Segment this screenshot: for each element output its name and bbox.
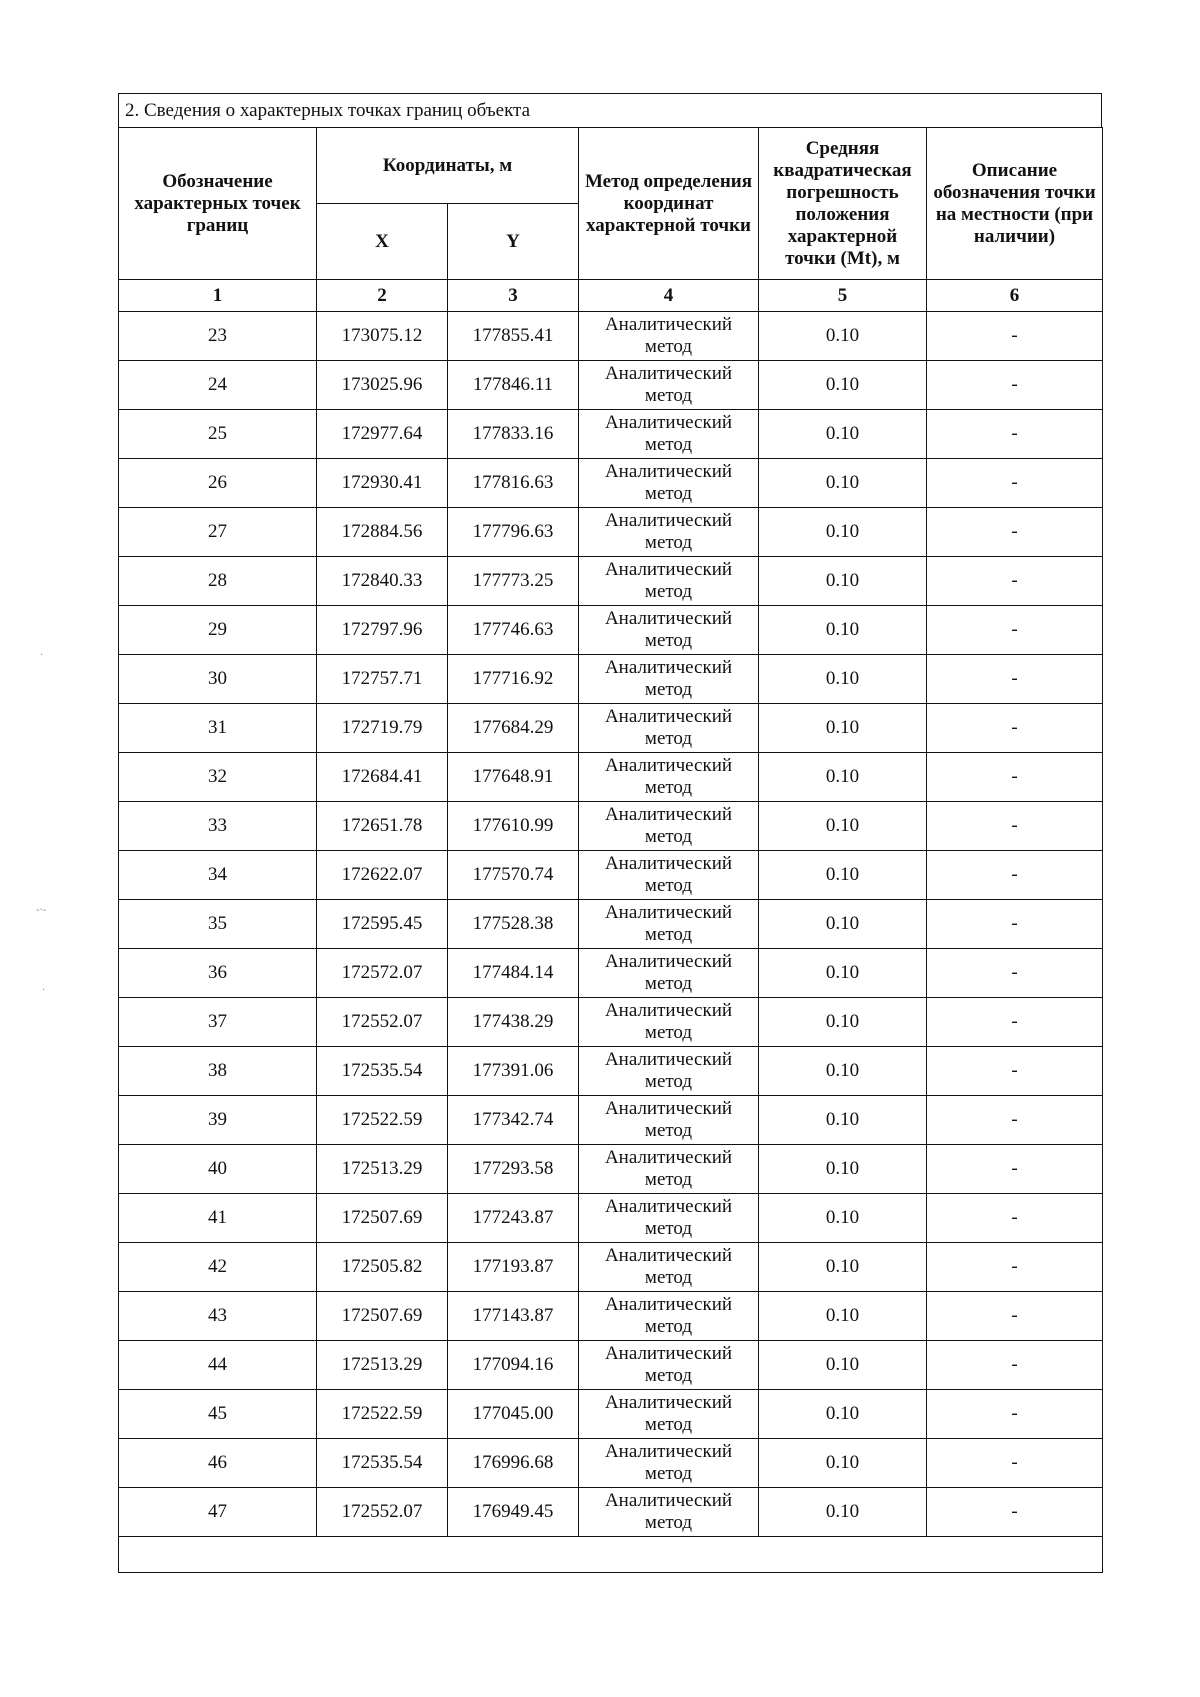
cell-x: 172552.07 <box>317 998 448 1047</box>
cell-point-id: 37 <box>119 998 317 1047</box>
scan-mark: · <box>42 985 46 996</box>
cell-y: 177610.99 <box>448 802 579 851</box>
cell-description: - <box>927 1488 1103 1537</box>
method-text: Аналитический метод <box>604 461 733 504</box>
cell-point-id: 32 <box>119 753 317 802</box>
cell-x: 172507.69 <box>317 1292 448 1341</box>
table-row <box>119 508 1103 557</box>
cell-y: 177684.29 <box>448 704 579 753</box>
method-text: Аналитический метод <box>604 853 733 896</box>
method-text: Аналитический метод <box>604 314 733 357</box>
cell-y: 177243.87 <box>448 1194 579 1243</box>
method-text: Аналитический метод <box>604 755 733 798</box>
cell-y: 177816.63 <box>448 459 579 508</box>
cell-y: 177746.63 <box>448 606 579 655</box>
method-text: Аналитический метод <box>604 706 733 749</box>
table-row <box>119 606 1103 655</box>
cell-x: 172507.69 <box>317 1194 448 1243</box>
cell-y: 177094.16 <box>448 1341 579 1390</box>
cell-mt: 0.10 <box>759 1439 927 1488</box>
header-x: X <box>317 204 448 280</box>
cell-point-id: 27 <box>119 508 317 557</box>
cell-point-id: 34 <box>119 851 317 900</box>
empty-cell <box>119 1537 1103 1573</box>
method-text: Аналитический метод <box>604 1490 733 1533</box>
column-number: 4 <box>579 280 759 312</box>
cell-y: 177648.91 <box>448 753 579 802</box>
cell-point-id: 39 <box>119 1096 317 1145</box>
cell-method <box>579 802 759 851</box>
cell-point-id: 36 <box>119 949 317 998</box>
header-designation: Обозначение характерных точек границ <box>119 128 317 280</box>
cell-method <box>579 1047 759 1096</box>
cell-description: - <box>927 361 1103 410</box>
table-header-row <box>119 128 1103 204</box>
cell-method <box>579 1488 759 1537</box>
cell-mt: 0.10 <box>759 312 927 361</box>
cell-point-id: 42 <box>119 1243 317 1292</box>
cell-x: 172535.54 <box>317 1439 448 1488</box>
method-text: Аналитический метод <box>604 363 733 406</box>
cell-point-id: 46 <box>119 1439 317 1488</box>
cell-y: 177342.74 <box>448 1096 579 1145</box>
cell-method <box>579 900 759 949</box>
cell-mt: 0.10 <box>759 557 927 606</box>
header-coordinates: Координаты, м <box>317 128 579 204</box>
cell-y: 177846.11 <box>448 361 579 410</box>
cell-y: 177855.41 <box>448 312 579 361</box>
cell-y: 177570.74 <box>448 851 579 900</box>
cell-y: 177438.29 <box>448 998 579 1047</box>
table-body <box>119 312 1103 1537</box>
cell-x: 172513.29 <box>317 1145 448 1194</box>
method-text: Аналитический метод <box>604 902 733 945</box>
header-y: Y <box>448 204 579 280</box>
method-text: Аналитический метод <box>604 804 733 847</box>
cell-point-id: 31 <box>119 704 317 753</box>
cell-method <box>579 1243 759 1292</box>
table-row <box>119 1292 1103 1341</box>
cell-description: - <box>927 900 1103 949</box>
method-text: Аналитический метод <box>604 1000 733 1043</box>
cell-point-id: 33 <box>119 802 317 851</box>
table-row <box>119 655 1103 704</box>
cell-point-id: 24 <box>119 361 317 410</box>
cell-point-id: 23 <box>119 312 317 361</box>
table-row <box>119 900 1103 949</box>
cell-y: 177193.87 <box>448 1243 579 1292</box>
cell-method <box>579 459 759 508</box>
cell-mt: 0.10 <box>759 1145 927 1194</box>
table-row <box>119 1047 1103 1096</box>
cell-mt: 0.10 <box>759 704 927 753</box>
cell-point-id: 38 <box>119 1047 317 1096</box>
cell-description: - <box>927 410 1103 459</box>
column-number: 5 <box>759 280 927 312</box>
method-text: Аналитический метод <box>604 951 733 994</box>
cell-description: - <box>927 557 1103 606</box>
cell-method <box>579 704 759 753</box>
cell-point-id: 47 <box>119 1488 317 1537</box>
cell-x: 172513.29 <box>317 1341 448 1390</box>
cell-y: 177528.38 <box>448 900 579 949</box>
table-row <box>119 312 1103 361</box>
table-row <box>119 1390 1103 1439</box>
method-text: Аналитический метод <box>604 1098 733 1141</box>
cell-method <box>579 1439 759 1488</box>
cell-description: - <box>927 606 1103 655</box>
column-number: 6 <box>927 280 1103 312</box>
method-text: Аналитический метод <box>604 1441 733 1484</box>
table-row <box>119 459 1103 508</box>
table-row <box>119 1488 1103 1537</box>
cell-y: 177293.58 <box>448 1145 579 1194</box>
cell-x: 172840.33 <box>317 557 448 606</box>
cell-description: - <box>927 1145 1103 1194</box>
method-text: Аналитический метод <box>604 412 733 455</box>
cell-description: - <box>927 459 1103 508</box>
cell-point-id: 43 <box>119 1292 317 1341</box>
cell-method <box>579 312 759 361</box>
table-row <box>119 1341 1103 1390</box>
method-text: Аналитический метод <box>604 1392 733 1435</box>
cell-x: 173075.12 <box>317 312 448 361</box>
cell-mt: 0.10 <box>759 998 927 1047</box>
cell-method <box>579 1341 759 1390</box>
table-row <box>119 998 1103 1047</box>
column-number: 3 <box>448 280 579 312</box>
table-row <box>119 557 1103 606</box>
method-text: Аналитический метод <box>604 1245 733 1288</box>
header-method: Метод определения координат характерной точки <box>579 128 759 280</box>
cell-mt: 0.10 <box>759 1390 927 1439</box>
method-text: Аналитический метод <box>604 1147 733 1190</box>
cell-mt: 0.10 <box>759 361 927 410</box>
table-row <box>119 1145 1103 1194</box>
table-row <box>119 704 1103 753</box>
table-row <box>119 410 1103 459</box>
cell-x: 172572.07 <box>317 949 448 998</box>
cell-x: 172622.07 <box>317 851 448 900</box>
cell-point-id: 40 <box>119 1145 317 1194</box>
cell-x: 172757.71 <box>317 655 448 704</box>
cell-point-id: 45 <box>119 1390 317 1439</box>
table-row <box>119 1096 1103 1145</box>
cell-y: 177045.00 <box>448 1390 579 1439</box>
method-text: Аналитический метод <box>604 608 733 651</box>
cell-mt: 0.10 <box>759 459 927 508</box>
table-row <box>119 361 1103 410</box>
cell-mt: 0.10 <box>759 508 927 557</box>
cell-x: 172884.56 <box>317 508 448 557</box>
cell-point-id: 28 <box>119 557 317 606</box>
cell-point-id: 26 <box>119 459 317 508</box>
cell-method <box>579 606 759 655</box>
cell-x: 172977.64 <box>317 410 448 459</box>
cell-mt: 0.10 <box>759 410 927 459</box>
cell-x: 172719.79 <box>317 704 448 753</box>
cell-x: 172535.54 <box>317 1047 448 1096</box>
cell-y: 177796.63 <box>448 508 579 557</box>
table-row <box>119 1439 1103 1488</box>
cell-description: - <box>927 1096 1103 1145</box>
cell-method <box>579 1292 759 1341</box>
column-number-row <box>119 280 1103 312</box>
cell-y: 177716.92 <box>448 655 579 704</box>
cell-method <box>579 361 759 410</box>
cell-x: 172522.59 <box>317 1390 448 1439</box>
cell-y: 177391.06 <box>448 1047 579 1096</box>
points-sheet <box>118 93 1102 1573</box>
cell-y: 176949.45 <box>448 1488 579 1537</box>
method-text: Аналитический метод <box>604 1196 733 1239</box>
scan-mark: -·- <box>36 905 47 916</box>
cell-point-id: 41 <box>119 1194 317 1243</box>
cell-description: - <box>927 998 1103 1047</box>
scan-mark: · <box>40 650 44 661</box>
cell-y: 177773.25 <box>448 557 579 606</box>
cell-description: - <box>927 1390 1103 1439</box>
cell-mt: 0.10 <box>759 1243 927 1292</box>
cell-method <box>579 949 759 998</box>
cell-mt: 0.10 <box>759 1194 927 1243</box>
header-description: Описание обозначения точки на местности (при наличии) <box>927 128 1103 280</box>
table-row <box>119 802 1103 851</box>
cell-point-id: 30 <box>119 655 317 704</box>
cell-description: - <box>927 753 1103 802</box>
cell-y: 177484.14 <box>448 949 579 998</box>
cell-y: 176996.68 <box>448 1439 579 1488</box>
table-row <box>119 753 1103 802</box>
cell-method <box>579 655 759 704</box>
table-row <box>119 851 1103 900</box>
method-text: Аналитический метод <box>604 1049 733 1092</box>
cell-mt: 0.10 <box>759 1096 927 1145</box>
cell-method <box>579 557 759 606</box>
cell-description: - <box>927 1047 1103 1096</box>
cell-mt: 0.10 <box>759 1047 927 1096</box>
cell-description: - <box>927 851 1103 900</box>
cell-description: - <box>927 1292 1103 1341</box>
table-row <box>119 949 1103 998</box>
cell-mt: 0.10 <box>759 1341 927 1390</box>
cell-mt: 0.10 <box>759 1488 927 1537</box>
cell-mt: 0.10 <box>759 949 927 998</box>
cell-method <box>579 851 759 900</box>
cell-x: 172797.96 <box>317 606 448 655</box>
cell-x: 172552.07 <box>317 1488 448 1537</box>
method-text: Аналитический метод <box>604 657 733 700</box>
table-row <box>119 1243 1103 1292</box>
column-number: 1 <box>119 280 317 312</box>
cell-description: - <box>927 312 1103 361</box>
cell-mt: 0.10 <box>759 606 927 655</box>
cell-x: 172505.82 <box>317 1243 448 1292</box>
cell-point-id: 35 <box>119 900 317 949</box>
cell-description: - <box>927 508 1103 557</box>
method-text: Аналитический метод <box>604 559 733 602</box>
column-number: 2 <box>317 280 448 312</box>
table-row <box>119 1194 1103 1243</box>
cell-x: 172595.45 <box>317 900 448 949</box>
cell-method <box>579 1096 759 1145</box>
cell-description: - <box>927 704 1103 753</box>
cell-method <box>579 1194 759 1243</box>
cell-point-id: 29 <box>119 606 317 655</box>
cell-method <box>579 410 759 459</box>
cell-point-id: 44 <box>119 1341 317 1390</box>
cell-x: 172684.41 <box>317 753 448 802</box>
boundary-points-table <box>118 127 1103 1573</box>
cell-mt: 0.10 <box>759 900 927 949</box>
cell-method <box>579 1145 759 1194</box>
method-text: Аналитический метод <box>604 1343 733 1386</box>
cell-x: 172522.59 <box>317 1096 448 1145</box>
cell-description: - <box>927 1243 1103 1292</box>
table-empty-row <box>119 1537 1103 1573</box>
cell-description: - <box>927 655 1103 704</box>
cell-description: - <box>927 949 1103 998</box>
cell-description: - <box>927 1439 1103 1488</box>
cell-method <box>579 1390 759 1439</box>
method-text: Аналитический метод <box>604 1294 733 1337</box>
cell-description: - <box>927 1341 1103 1390</box>
cell-mt: 0.10 <box>759 1292 927 1341</box>
header-error: Средняя квадратическая погрешность положения характерной точки (Mt), м <box>759 128 927 280</box>
cell-x: 173025.96 <box>317 361 448 410</box>
cell-x: 172651.78 <box>317 802 448 851</box>
cell-y: 177143.87 <box>448 1292 579 1341</box>
cell-x: 172930.41 <box>317 459 448 508</box>
cell-description: - <box>927 1194 1103 1243</box>
cell-mt: 0.10 <box>759 802 927 851</box>
cell-mt: 0.10 <box>759 655 927 704</box>
cell-mt: 0.10 <box>759 851 927 900</box>
cell-description: - <box>927 802 1103 851</box>
section-title: 2. Сведения о характерных точках границ объекта <box>118 93 1102 127</box>
cell-method <box>579 753 759 802</box>
cell-point-id: 25 <box>119 410 317 459</box>
method-text: Аналитический метод <box>604 510 733 553</box>
cell-mt: 0.10 <box>759 753 927 802</box>
cell-method <box>579 998 759 1047</box>
cell-method <box>579 508 759 557</box>
cell-y: 177833.16 <box>448 410 579 459</box>
